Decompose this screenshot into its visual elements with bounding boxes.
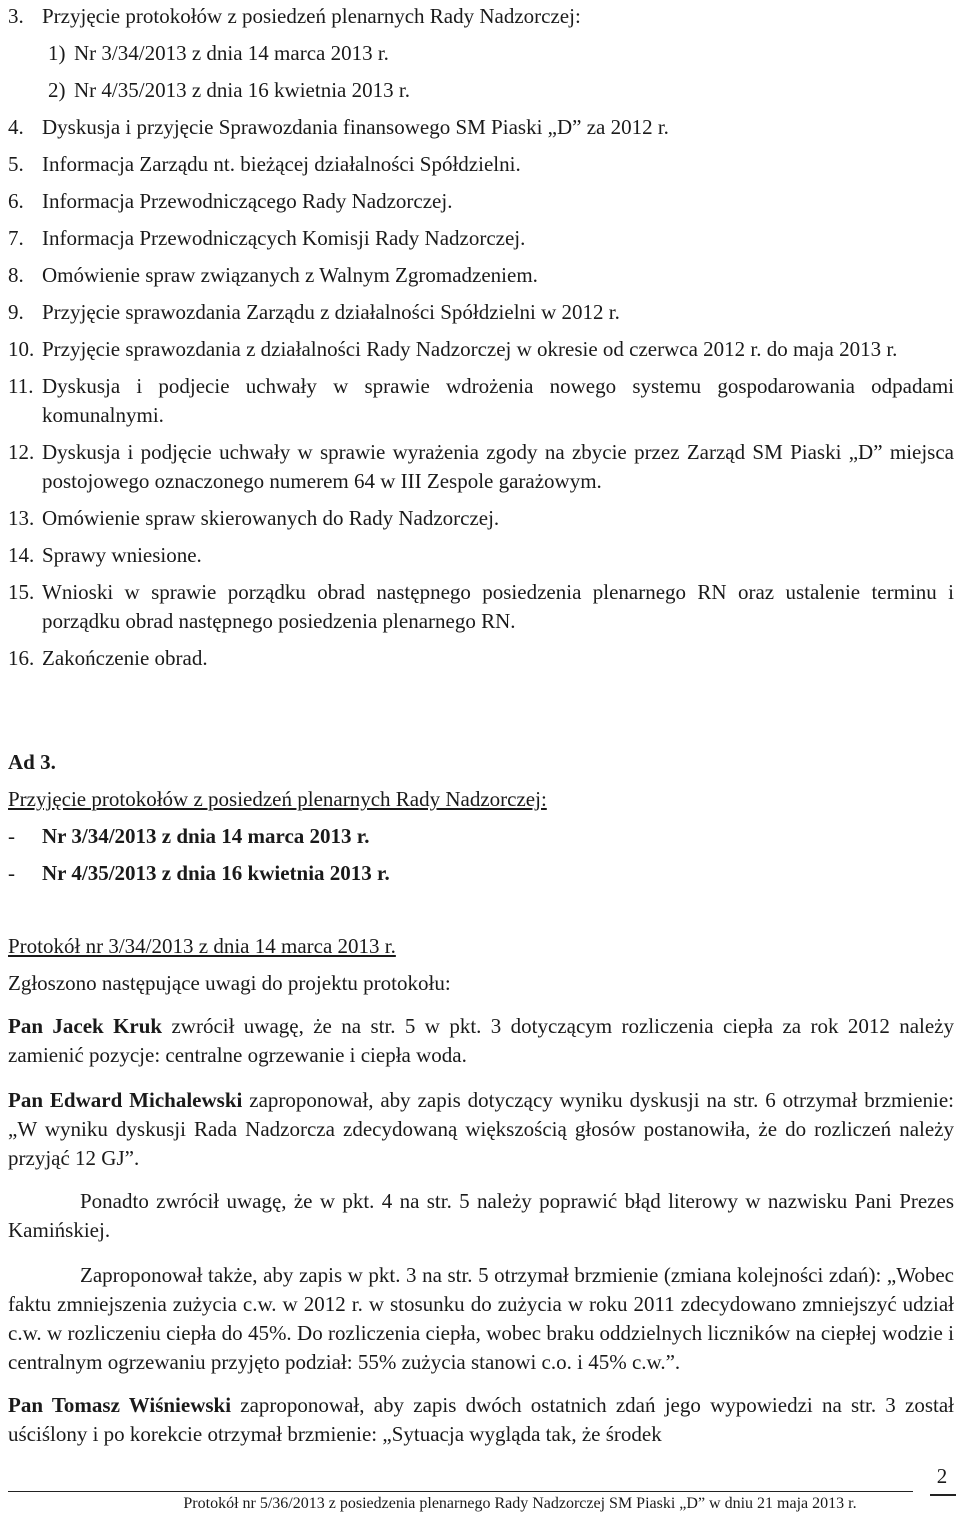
agenda-item [8,504,954,533]
agenda-item-number: 3. [8,4,24,28]
agenda-item [8,187,954,216]
protocol-intro: Zgłoszono następujące uwagi do projektu protokołu: [8,971,451,995]
agenda-item-number: 5. [8,152,24,176]
agenda-item-number: 12. [8,440,35,464]
agenda-item [8,298,954,327]
remark-text: zaproponował, aby zapis dotyczący wyniku dyskusji na str. 6 otrzymał brzmienie: „W wyniku dyskusji Rada Nadzorcza zdecydowaną większością głosów postanowiła, że do rozliczeń należy przyjąć 12 GJ”. [8,1088,954,1170]
speaker-name: Pan Edward Michalewski [8,1088,243,1112]
agenda-item-number: 13. [8,506,35,530]
agenda-item-number: 11. [8,374,34,398]
agenda-item-number: 8. [8,263,24,287]
agenda-item [8,644,954,673]
agenda-item-text: Informacja Przewodniczących Komisji Rady Nadzorczej. [42,226,526,250]
protocol-title: Protokół nr 3/34/2013 z dnia 14 marca 2013 r. [8,934,396,958]
ad3-title: Przyjęcie protokołów z posiedzeń plenarnych Rady Nadzorczej: [8,787,547,811]
agenda-item-number: 10. [8,337,35,361]
agenda-item-number: 16. [8,646,35,670]
agenda-item-number: 9. [8,300,24,324]
dash-bullet: - [8,824,15,848]
agenda-item-text: Dyskusja i podjecie uchwały w sprawie wdrożenia nowego systemu gospodarowania odpadami komunalnymi. [42,374,954,427]
page-number-underline [930,1494,956,1496]
ad3-section [8,748,954,896]
agenda-item [8,224,954,253]
agenda-item [8,261,954,290]
page-number: 2 [936,1464,948,1488]
agenda-item [8,335,954,364]
agenda-item [8,2,954,31]
agenda-subitem [8,39,954,68]
dash-bullet: - [8,861,15,885]
agenda-item-number: 14. [8,543,35,567]
agenda-item [8,150,954,179]
agenda-item-number: 15. [8,580,35,604]
remark-paragraph [8,1012,954,1070]
footer-divider [8,1491,913,1492]
speaker-name: Pan Jacek Kruk [8,1014,163,1038]
agenda-item-number: 4. [8,115,24,139]
agenda-subitem-text: Nr 3/34/2013 z dnia 14 marca 2013 r. [74,41,389,65]
agenda-item-number: 6. [8,189,24,213]
ad3-heading: Ad 3. [8,750,56,774]
agenda-item-number: 7. [8,226,24,250]
agenda-item-text: Informacja Zarządu nt. bieżącej działalności Spółdzielni. [42,152,521,176]
agenda-item-text: Przyjęcie protokołów z posiedzeń plenarnych Rady Nadzorczej: [42,4,581,28]
agenda-item-text: Omówienie spraw skierowanych do Rady Nadzorczej. [42,506,500,530]
ad3-item-text: Nr 3/34/2013 z dnia 14 marca 2013 r. [42,824,370,848]
agenda-list [8,2,954,681]
agenda-item [8,578,954,636]
agenda-subitem-number: 2) [48,78,66,102]
ad3-item-text: Nr 4/35/2013 z dnia 16 kwietnia 2013 r. [42,861,390,885]
agenda-item [8,438,954,496]
agenda-item [8,113,954,142]
remark-paragraph [8,1391,954,1449]
agenda-item [8,541,954,570]
protocol-section [8,932,954,1457]
agenda-subitem-text: Nr 4/35/2013 z dnia 16 kwietnia 2013 r. [74,78,410,102]
agenda-item-text: Wnioski w sprawie porządku obrad następnego posiedzenia plenarnego RN oraz ustalenie terminu i porządku obrad następnego posiedzenia plenarnego RN. [42,580,954,633]
remark-paragraph: Zaproponował także, aby zapis w pkt. 3 na str. 5 otrzymał brzmienie (zmiana kolejności zdań): „Wobec faktu zmniejszenia zużycia c.w. w 2012 r. w stosunku do zużycia w roku 2011 zdecydowano zmniejszyć udział c.w. w rozliczeniu ciepła do 45%. Do rozliczenia ciepła, wobec braku oddzielnych liczników na ciepłej wodzie i centralnym ogrzewaniu przyjęto podział: 55% zużycia stanowi c.o. i 45% c.w.”. [8,1263,954,1374]
remark-text: zwrócił uwagę, że na str. 5 w pkt. 3 dotyczącym rozliczenia ciepła za rok 2012 należy zamienić pozycje: centralne ogrzewanie i ciepła woda. [8,1014,954,1067]
footer-text: Protokół nr 5/36/2013 z posiedzenia plenarnego Rady Nadzorczej SM Piaski „D” w dniu 21 maja 2013 r. [183,1495,857,1512]
agenda-item-text: Dyskusja i przyjęcie Sprawozdania finansowego SM Piaski „D” za 2012 r. [42,115,669,139]
agenda-subitem-number: 1) [48,41,66,65]
agenda-item-text: Zakończenie obrad. [42,646,208,670]
agenda-item [8,372,954,430]
remark-text: zaproponował, aby zapis dwóch ostatnich zdań jego wypowiedzi na str. 3 został uściślony i po korekcie otrzymał brzmienie: „Sytuacja wygląda tak, że środek [8,1393,954,1446]
agenda-item-text: Przyjęcie sprawozdania z działalności Rady Nadzorczej w okresie od czerwca 2012 r. do maja 2013 r. [42,337,898,361]
agenda-item-text: Dyskusja i podjęcie uchwały w sprawie wyrażenia zgody na zbycie przez Zarząd SM Piaski „D” miejsca postojowego oznaczonego numerem 64 w III Zespole garażowym. [42,440,954,493]
agenda-item-text: Sprawy wniesione. [42,543,202,567]
remark-paragraph: Ponadto zwrócił uwagę, że w pkt. 4 na str. 5 należy poprawić błąd literowy w nazwisku Pani Prezes Kamińskiej. [8,1189,954,1242]
speaker-name: Pan Tomasz Wiśniewski [8,1393,232,1417]
agenda-item-text: Przyjęcie sprawozdania Zarządu z działalności Spółdzielni w 2012 r. [42,300,620,324]
ad3-item [8,822,954,851]
agenda-subitem [8,76,954,105]
ad3-item [8,859,954,888]
remark-paragraph [8,1086,954,1173]
agenda-item-text: Omówienie spraw związanych z Walnym Zgromadzeniem. [42,263,538,287]
agenda-item-text: Informacja Przewodniczącego Rady Nadzorczej. [42,189,453,213]
